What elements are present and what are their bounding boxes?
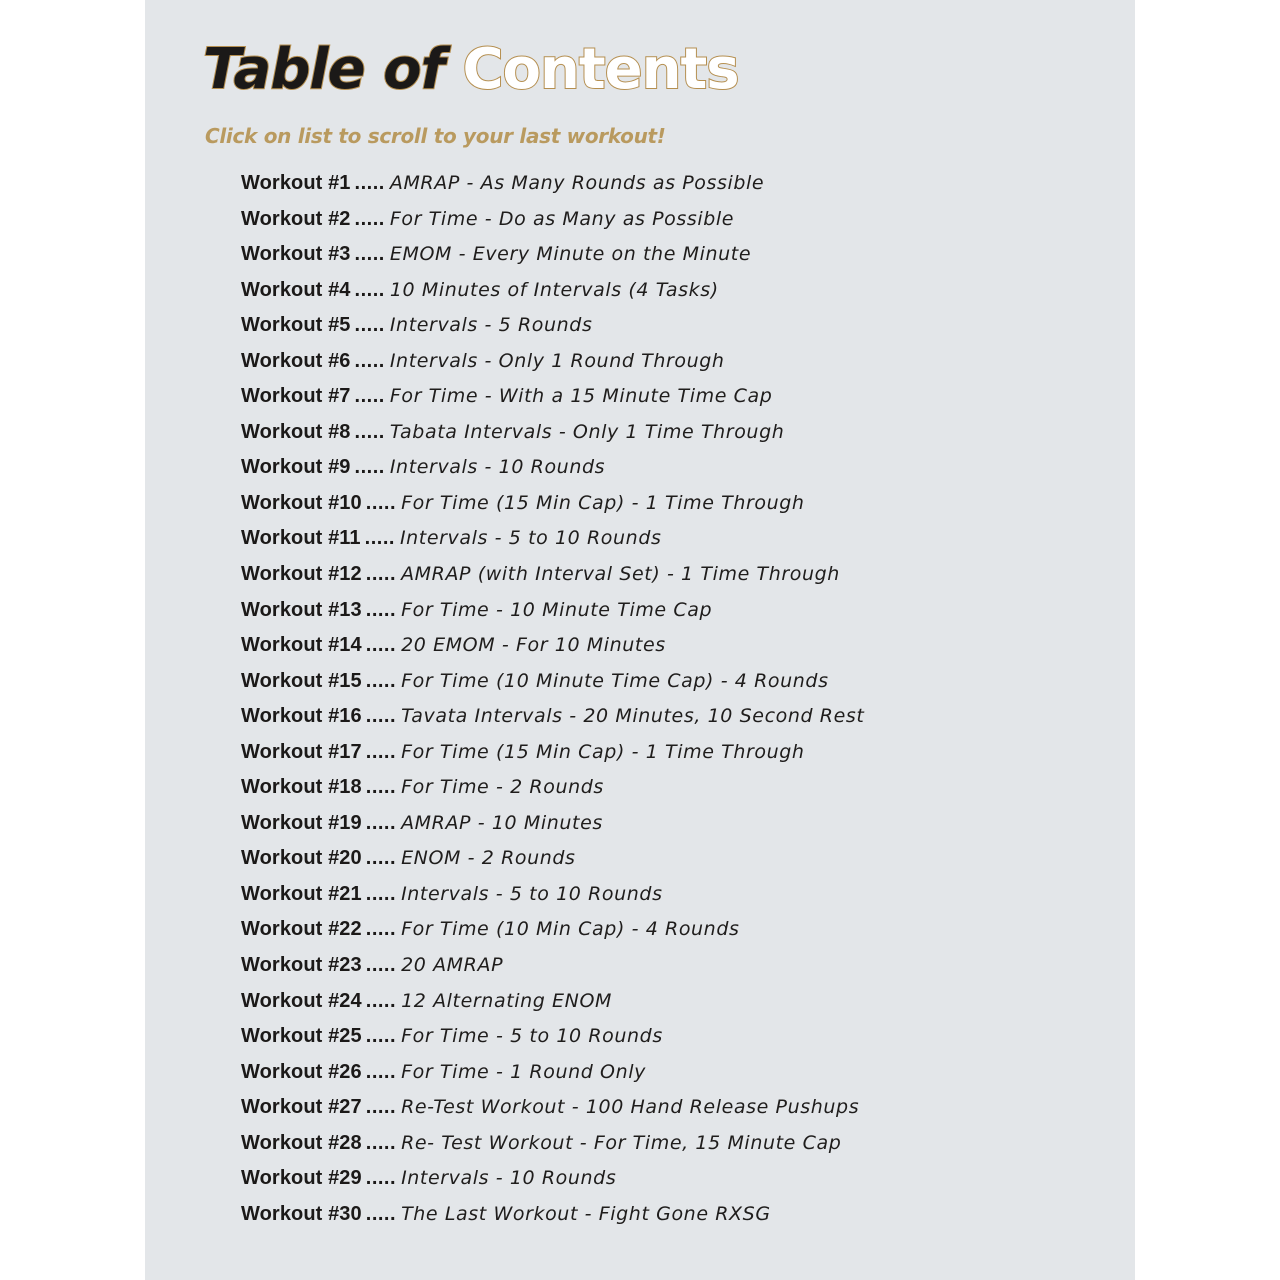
- toc-workout-label: Workout #4: [241, 278, 351, 301]
- toc-leader-dots: .....: [365, 1202, 397, 1225]
- toc-link-workout-16[interactable]: [241, 701, 864, 737]
- toc-leader-dots: .....: [365, 882, 397, 905]
- toc-workout-label: Workout #8: [241, 420, 351, 443]
- toc-leader-dots: .....: [365, 634, 397, 657]
- toc-link-workout-24[interactable]: [241, 986, 864, 1022]
- toc-link-workout-5[interactable]: [241, 310, 864, 346]
- toc-workout-description: For Time - 10 Minute Time Cap: [401, 598, 713, 621]
- toc-workout-label: Workout #29: [241, 1167, 362, 1190]
- toc-leader-dots: .....: [354, 278, 385, 301]
- toc-link-workout-25[interactable]: [241, 1021, 864, 1057]
- toc-link-workout-19[interactable]: [241, 808, 864, 844]
- toc-leader-dots: .....: [354, 420, 385, 443]
- toc-workout-description: For Time - 5 to 10 Rounds: [401, 1025, 663, 1048]
- toc-link-workout-3[interactable]: [241, 239, 864, 275]
- toc-leader-dots: .....: [365, 1131, 397, 1154]
- toc-leader-dots: .....: [354, 349, 385, 372]
- toc-leader-dots: .....: [365, 669, 397, 692]
- toc-link-workout-2[interactable]: [241, 204, 864, 240]
- toc-link-workout-21[interactable]: [241, 879, 864, 915]
- toc-workout-label: Workout #3: [241, 243, 351, 266]
- toc-leader-dots: .....: [364, 527, 395, 550]
- toc-workout-label: Workout #23: [241, 954, 362, 977]
- toc-workout-label: Workout #20: [241, 847, 362, 870]
- toc-workout-description: Intervals - 10 Rounds: [401, 1167, 617, 1190]
- toc-leader-dots: .....: [365, 847, 397, 870]
- toc-workout-label: Workout #15: [241, 669, 362, 692]
- toc-leader-dots: .....: [365, 776, 397, 799]
- toc-workout-description: 12 Alternating ENOM: [401, 989, 613, 1012]
- toc-workout-label: Workout #27: [241, 1096, 362, 1119]
- toc-leader-dots: .....: [365, 1060, 397, 1083]
- table-of-contents-list: [241, 168, 864, 1234]
- toc-workout-label: Workout #28: [241, 1131, 362, 1154]
- toc-workout-description: 20 EMOM - For 10 Minutes: [401, 634, 666, 657]
- toc-workout-description: For Time - With a 15 Minute Time Cap: [389, 385, 773, 408]
- toc-leader-dots: .....: [354, 243, 385, 266]
- toc-workout-label: Workout #5: [241, 314, 351, 337]
- toc-workout-description: AMRAP - 10 Minutes: [401, 811, 603, 834]
- toc-leader-dots: .....: [365, 491, 397, 514]
- toc-workout-description: Tavata Intervals - 20 Minutes, 10 Second Rest: [401, 705, 865, 728]
- toc-workout-description: For Time (15 Min Cap) - 1 Time Through: [401, 491, 805, 514]
- toc-workout-description: For Time (10 Min Cap) - 4 Rounds: [401, 918, 740, 941]
- toc-link-workout-22[interactable]: [241, 914, 864, 950]
- toc-link-workout-20[interactable]: [241, 843, 864, 879]
- toc-link-workout-26[interactable]: [241, 1057, 864, 1093]
- toc-leader-dots: .....: [354, 456, 385, 479]
- toc-workout-description: For Time (15 Min Cap) - 1 Time Through: [401, 740, 805, 763]
- toc-workout-description: Intervals - Only 1 Round Through: [389, 349, 725, 372]
- toc-workout-description: AMRAP - As Many Rounds as Possible: [389, 172, 765, 194]
- title-part-contents: Contents: [462, 37, 739, 102]
- toc-leader-dots: .....: [365, 1096, 397, 1119]
- toc-workout-description: 10 Minutes of Intervals (4 Tasks): [389, 278, 719, 301]
- toc-link-workout-30[interactable]: [241, 1199, 864, 1235]
- toc-workout-description: Intervals - 10 Rounds: [389, 456, 606, 479]
- toc-workout-description: Tabata Intervals - Only 1 Time Through: [389, 420, 785, 443]
- toc-workout-description: EMOM - Every Minute on the Minute: [389, 243, 752, 266]
- toc-workout-description: The Last Workout - Fight Gone RXSG: [401, 1202, 771, 1225]
- toc-leader-dots: .....: [365, 598, 397, 621]
- toc-leader-dots: .....: [354, 314, 385, 337]
- toc-leader-dots: .....: [354, 172, 385, 194]
- toc-workout-label: Workout #14: [241, 634, 362, 657]
- toc-leader-dots: .....: [365, 811, 397, 834]
- toc-workout-description: 20 AMRAP: [401, 954, 504, 977]
- toc-workout-label: Workout #18: [241, 776, 362, 799]
- toc-workout-description: Intervals - 5 to 10 Rounds: [401, 882, 663, 905]
- toc-link-workout-7[interactable]: [241, 381, 864, 417]
- toc-leader-dots: .....: [354, 207, 385, 230]
- toc-leader-dots: .....: [365, 563, 397, 586]
- toc-workout-label: Workout #19: [241, 811, 362, 834]
- toc-workout-label: Workout #9: [241, 456, 351, 479]
- toc-workout-label: Workout #2: [241, 207, 351, 230]
- toc-workout-description: Re- Test Workout - For Time, 15 Minute Cap: [401, 1131, 842, 1154]
- toc-leader-dots: .....: [365, 989, 397, 1012]
- toc-workout-label: Workout #6: [241, 349, 351, 372]
- toc-leader-dots: .....: [365, 740, 397, 763]
- toc-leader-dots: .....: [365, 705, 397, 728]
- toc-link-workout-18[interactable]: [241, 772, 864, 808]
- toc-link-workout-15[interactable]: [241, 666, 864, 702]
- toc-workout-label: Workout #26: [241, 1060, 362, 1083]
- toc-workout-label: Workout #13: [241, 598, 362, 621]
- toc-workout-description: AMRAP (with Interval Set) - 1 Time Through: [401, 563, 840, 586]
- toc-leader-dots: .....: [354, 385, 385, 408]
- toc-workout-label: Workout #16: [241, 705, 362, 728]
- toc-workout-description: For Time (10 Minute Time Cap) - 4 Rounds: [401, 669, 829, 692]
- toc-workout-description: Intervals - 5 to 10 Rounds: [399, 527, 662, 550]
- toc-workout-description: ENOM - 2 Rounds: [401, 847, 576, 870]
- page-subtitle: Click on list to scroll to your last workout!: [205, 124, 666, 148]
- toc-workout-label: Workout #7: [241, 385, 351, 408]
- toc-link-workout-1[interactable]: [241, 168, 864, 204]
- toc-workout-label: Workout #22: [241, 918, 362, 941]
- toc-link-workout-14[interactable]: [241, 630, 864, 666]
- toc-link-workout-11[interactable]: [241, 523, 864, 559]
- toc-link-workout-13[interactable]: [241, 595, 864, 631]
- toc-workout-description: Re-Test Workout - 100 Hand Release Pushups: [401, 1096, 860, 1119]
- toc-workout-description: For Time - 2 Rounds: [401, 776, 604, 799]
- toc-leader-dots: .....: [365, 1025, 397, 1048]
- toc-link-workout-29[interactable]: [241, 1163, 864, 1199]
- toc-link-workout-27[interactable]: [241, 1092, 864, 1128]
- toc-workout-label: Workout #1: [241, 172, 351, 194]
- toc-leader-dots: .....: [365, 918, 397, 941]
- toc-workout-description: Intervals - 5 Rounds: [389, 314, 593, 337]
- toc-link-workout-23[interactable]: [241, 950, 864, 986]
- toc-workout-description: For Time - 1 Round Only: [401, 1060, 646, 1083]
- toc-workout-label: Workout #10: [241, 491, 362, 514]
- toc-link-workout-12[interactable]: [241, 559, 864, 595]
- toc-link-workout-4[interactable]: [241, 275, 864, 311]
- toc-workout-label: Workout #12: [241, 563, 362, 586]
- document-page: [145, 0, 1135, 1280]
- toc-workout-description: For Time - Do as Many as Possible: [389, 207, 735, 230]
- toc-link-workout-6[interactable]: [241, 346, 864, 382]
- toc-link-workout-28[interactable]: [241, 1128, 864, 1164]
- title-part-table-of: Table of: [203, 37, 444, 102]
- toc-workout-label: Workout #17: [241, 740, 362, 763]
- toc-link-workout-17[interactable]: [241, 737, 864, 773]
- page-title: [203, 37, 739, 102]
- toc-workout-label: Workout #25: [241, 1025, 362, 1048]
- toc-leader-dots: .....: [365, 954, 397, 977]
- toc-link-workout-10[interactable]: [241, 488, 864, 524]
- toc-link-workout-8[interactable]: [241, 417, 864, 453]
- toc-leader-dots: .....: [365, 1167, 397, 1190]
- toc-workout-label: Workout #11: [241, 527, 361, 550]
- toc-workout-label: Workout #24: [241, 989, 362, 1012]
- toc-workout-label: Workout #21: [241, 882, 362, 905]
- toc-link-workout-9[interactable]: [241, 452, 864, 488]
- toc-workout-label: Workout #30: [241, 1202, 362, 1225]
